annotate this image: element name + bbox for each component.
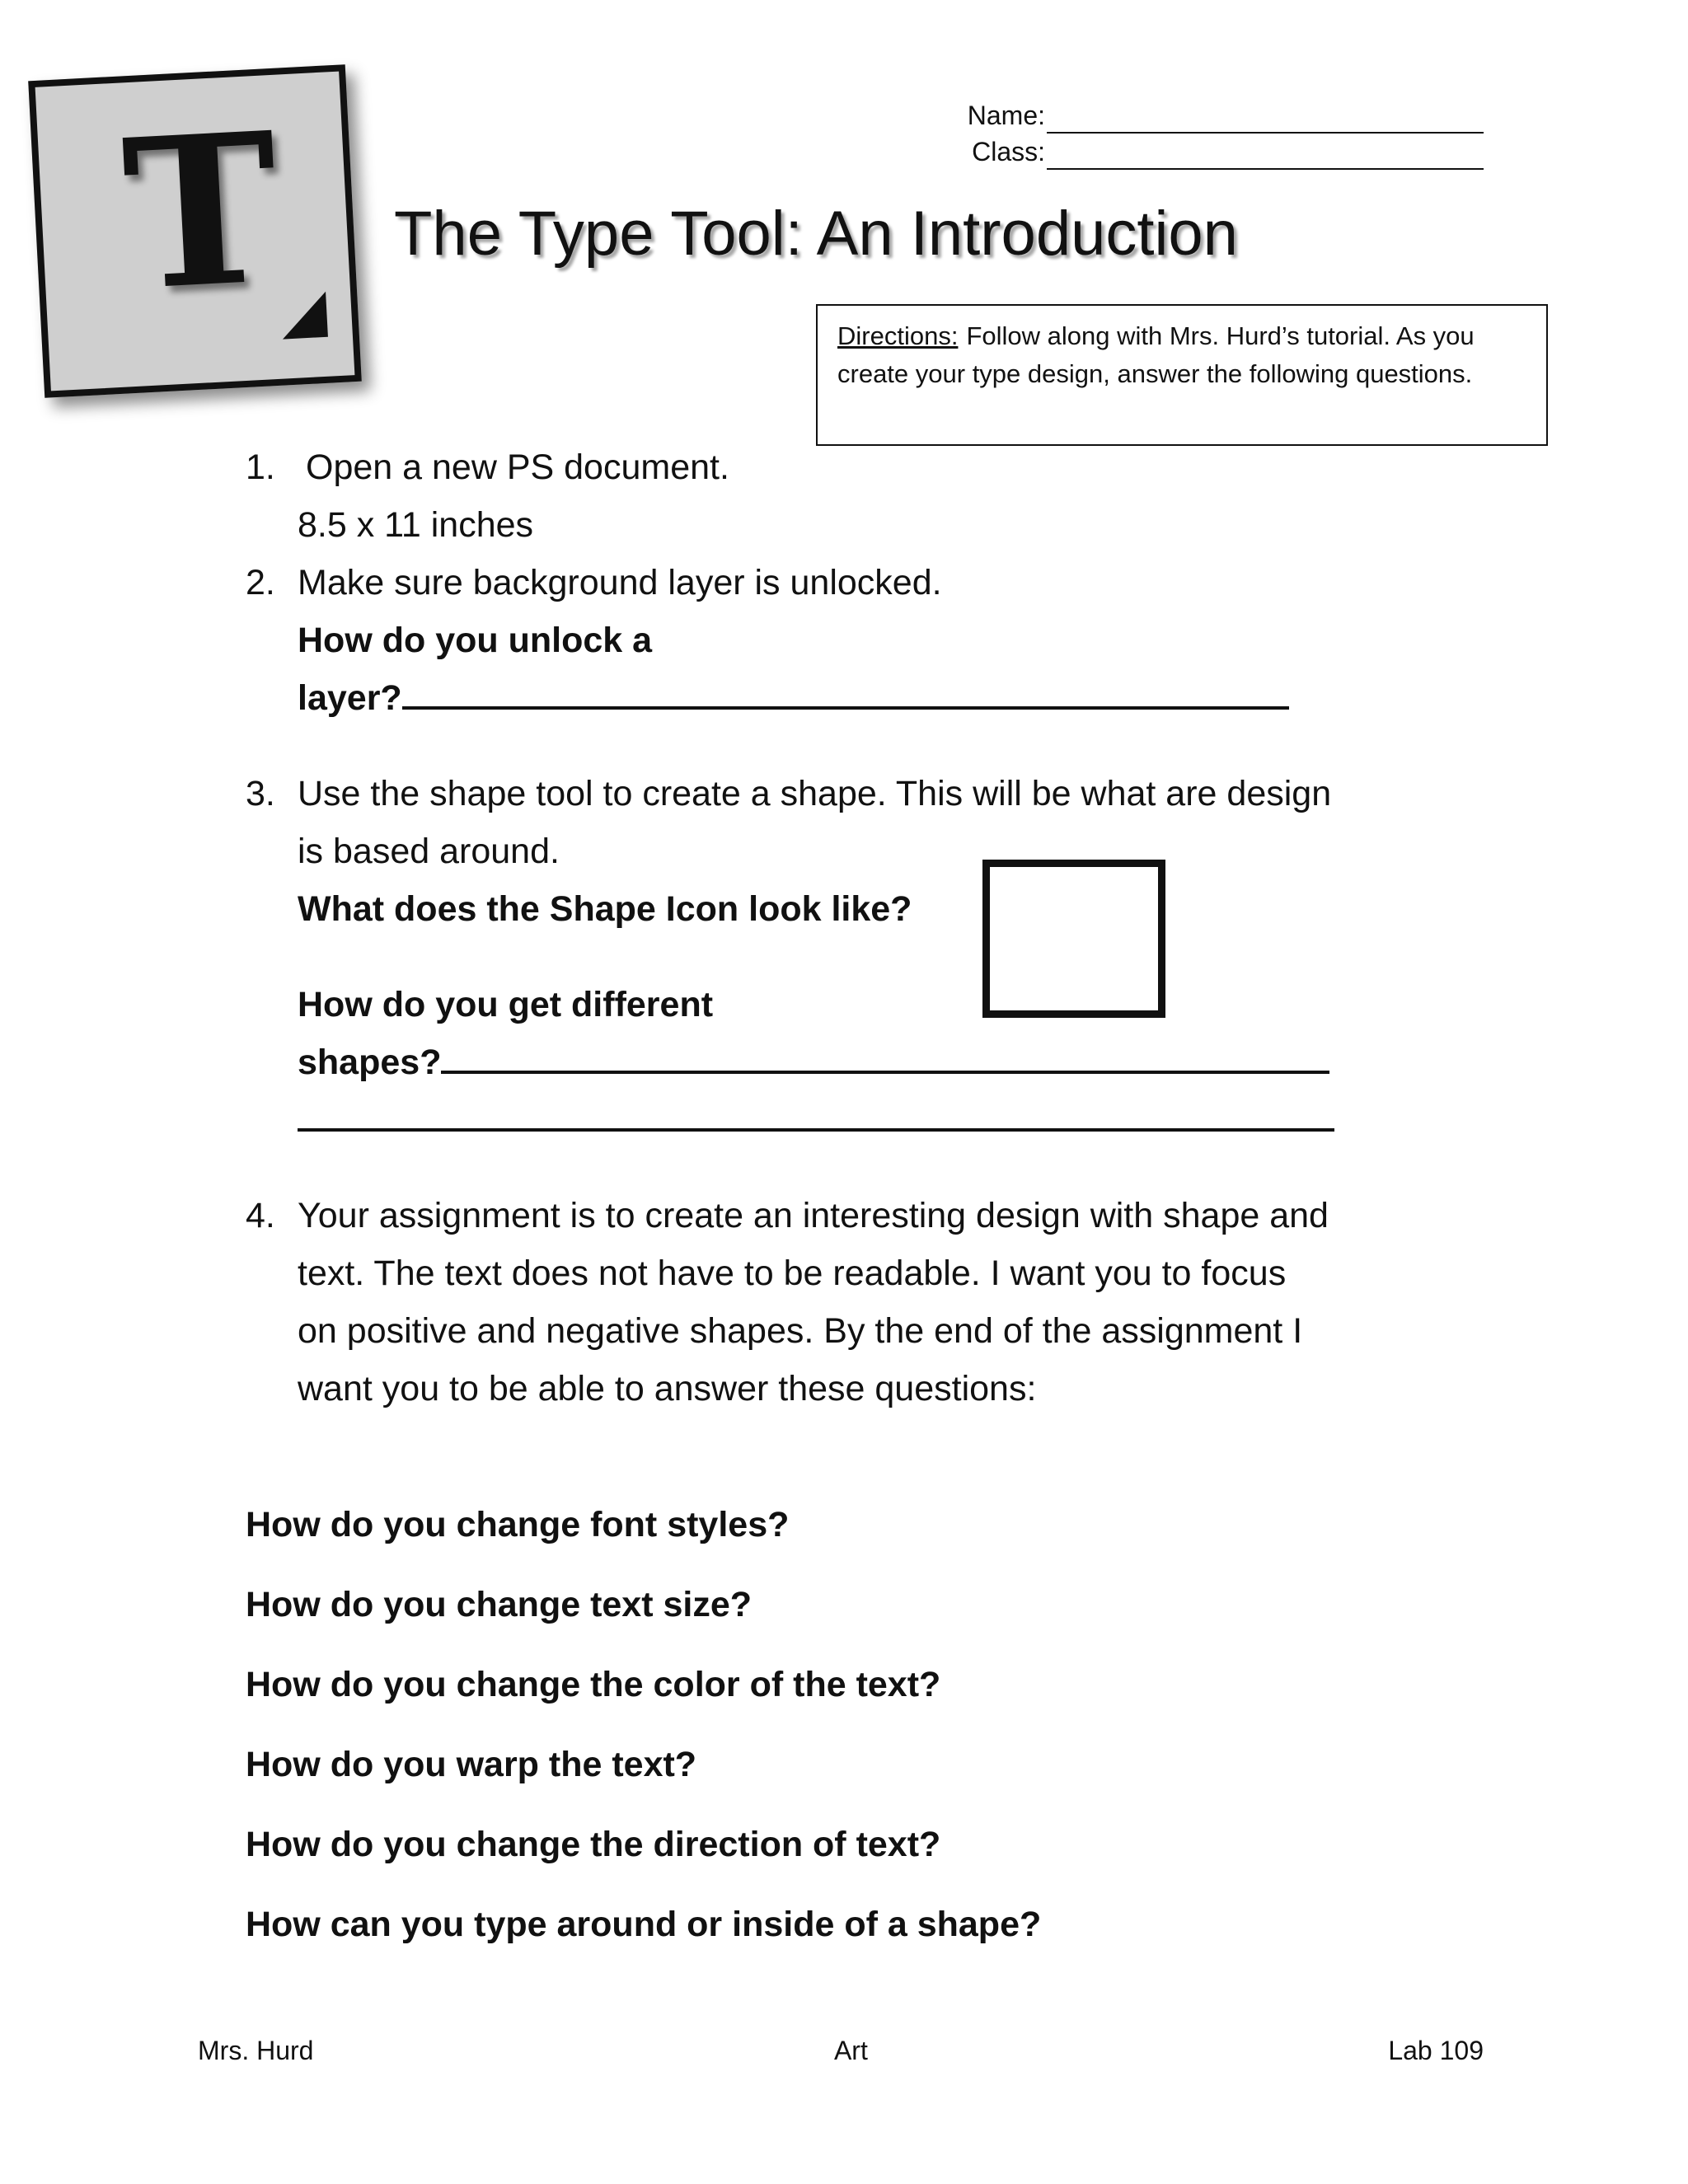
step-4 [246,1187,1564,1418]
unlock-question-line-1: How do you unlock a [298,621,653,660]
page-footer [198,2036,1484,2066]
question-text-direction: How do you change the direction of text? [246,1825,941,1864]
question-font-styles: How do you change font styles? [246,1505,790,1544]
step-number: 1. [246,448,275,487]
shapes-answer-row-2 [298,1091,1564,1149]
step-2 [246,554,1564,727]
step-1-line-2: 8.5 x 11 inches [298,505,534,545]
type-tool-letter: T [118,86,284,337]
step-3-line-1: Use the shape tool to create a shape. This will be what are design [298,774,1332,813]
page-title: The Type Tool: An Introduction [394,199,1238,269]
step-3-line-2: is based around. [298,832,560,871]
shapes-answer-blank-1[interactable] [441,1034,1329,1074]
step-1-line-1: Open a new PS document. [306,448,729,487]
unlock-question-line-2: layer? [298,678,402,718]
step-4-line-3: on positive and negative shapes. By the end of the assignment I [298,1311,1303,1351]
name-row [907,97,1484,134]
shapes-question-line-1: How do you get different [298,985,714,1024]
shapes-question-row [298,1033,1564,1091]
step-number: 4. [246,1196,275,1235]
shape-icon-question: What does the Shape Icon look like? [298,889,912,929]
question-text-size: How do you change text size? [246,1585,753,1624]
footer-subject: Art [833,2036,868,2065]
student-fields [907,97,1484,170]
steps-list [246,438,1564,1418]
unlock-answer-blank[interactable] [402,670,1289,710]
question-text-color: How do you change the color of the text? [246,1665,941,1704]
footer-room: Lab 109 [1388,2036,1484,2065]
directions-text: Follow along with Mrs. Hurd’s tutorial. As you create your type design, answer the following questions. [837,321,1475,388]
step-number: 2. [246,563,275,602]
name-field[interactable] [1047,107,1484,134]
step-3 [246,765,1564,1149]
step-2-text: Make sure background layer is unlocked. [298,563,942,602]
step-number: 3. [246,774,275,813]
shapes-question-line-2: shapes? [298,1043,442,1082]
footer-teacher: Mrs. Hurd [198,2036,314,2065]
question-warp-text: How do you warp the text? [246,1745,697,1784]
corner-triangle-icon [280,292,328,340]
class-row [907,134,1484,170]
step-4-line-2: text. The text does not have to be readable. I want you to focus [298,1254,1287,1293]
class-label: Class: [972,137,1045,166]
shapes-answer-blank-2[interactable] [298,1092,1334,1132]
name-label: Name: [967,101,1045,130]
question-type-on-shape: How can you type around or inside of a shape? [246,1905,1042,1944]
step-4-line-4: want you to be able to answer these questions: [298,1369,1037,1408]
directions-label: Directions: [837,321,959,350]
type-tool-icon [28,64,362,398]
directions-box [816,304,1548,446]
unlock-question-row [298,669,1564,727]
class-field[interactable] [1047,143,1484,170]
shape-icon-square [982,860,1165,1018]
step-1 [246,438,1564,554]
step-4-line-1: Your assignment is to create an interesting design with shape and [298,1196,1329,1235]
assignment-questions [246,1496,1041,1975]
